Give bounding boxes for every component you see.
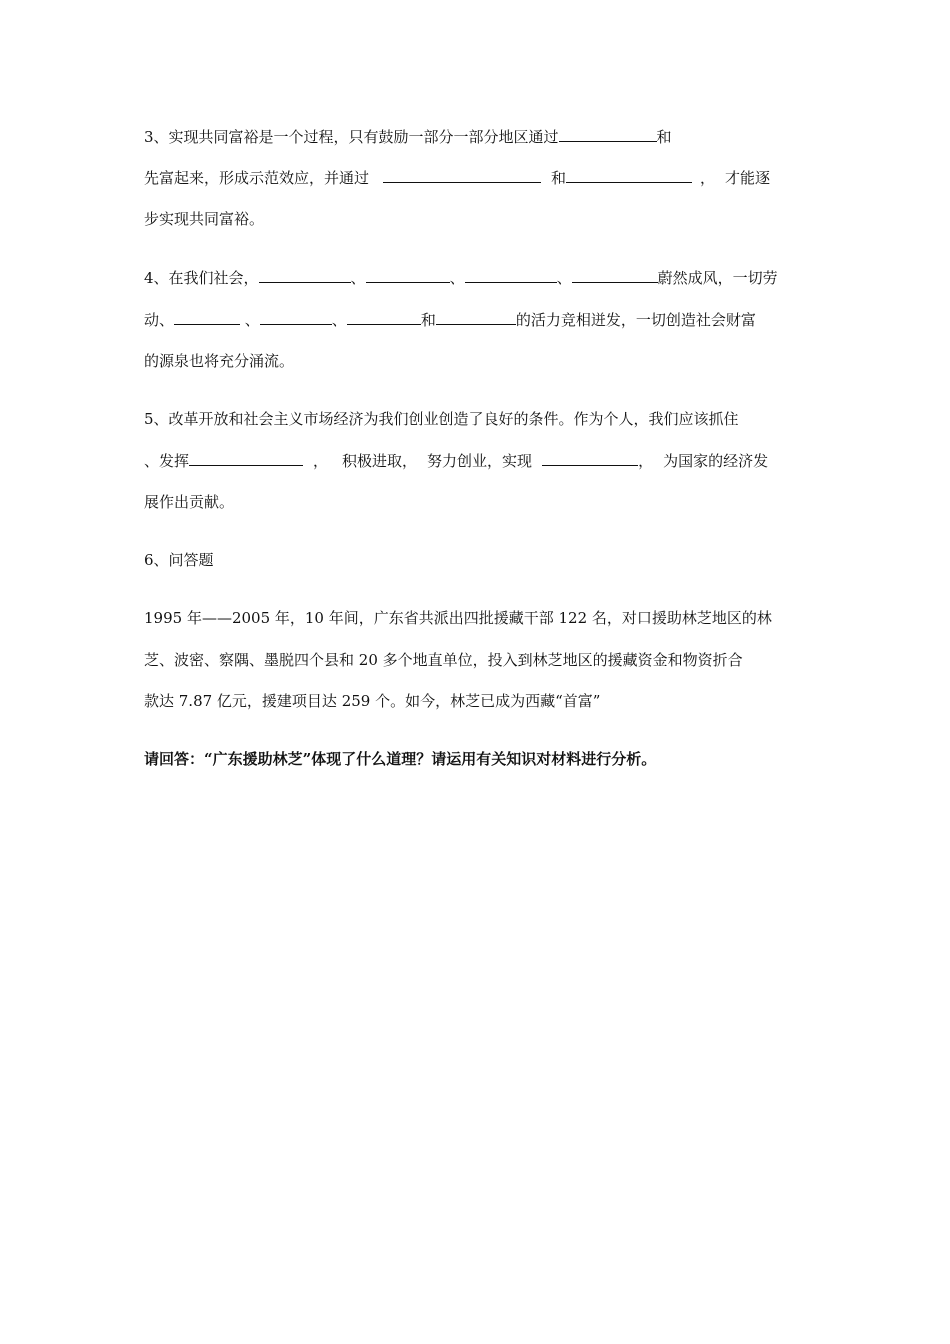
q3-text: 3、实现共同富裕是一个过程，只有鼓励一部分一部分地区通过 [144, 128, 559, 146]
q3-blank-3[interactable] [566, 168, 692, 183]
q4-text: 和 [420, 311, 436, 329]
q6-paragraph-line-2 [144, 650, 743, 670]
q4-sep: 、 [331, 311, 347, 329]
q4-blank-8[interactable] [436, 310, 516, 325]
q6-paragraph-line-3 [144, 691, 600, 711]
q6-text: 芝、波密、察隅、墨脱四个县和 20 多个地直单位，投入到林芝地区的援藏资金和物资折合 [144, 651, 743, 669]
q3-line-3 [144, 209, 264, 229]
q4-blank-2[interactable] [366, 268, 450, 283]
q3-line-2 [144, 168, 770, 188]
q5-line-3 [144, 492, 234, 512]
q5-text: 展作出贡献。 [144, 493, 235, 511]
q3-text: ， [700, 169, 716, 187]
q4-blank-4[interactable] [572, 268, 658, 283]
q6-title-text: 6、问答题 [144, 551, 214, 569]
q3-text: 才能逐 [725, 169, 771, 187]
q4-blank-5[interactable] [174, 310, 240, 325]
q3-text: 和 [656, 128, 672, 146]
q3-line-1 [144, 127, 672, 147]
q5-text: 5、改革开放和社会主义市场经济为我们创业创造了良好的条件。作为个人，我们应该抓住 [144, 410, 739, 428]
q3-text: 和 [551, 169, 567, 187]
q4-text: 的源泉也将充分涌流。 [144, 352, 295, 370]
q5-blank-2[interactable] [542, 451, 638, 466]
q4-line-1 [144, 268, 778, 288]
q6-text: 1995 年——2005 年，10 年间，广东省共派出四批援藏干部 122 名，对口援助林芝地区的林 [144, 609, 772, 627]
q4-text: 动、 [144, 311, 175, 329]
q4-line-2 [144, 310, 756, 330]
q4-blank-1[interactable] [259, 268, 351, 283]
q6-text: 款达 7.87 亿元，援建项目达 259 个。如今，林芝已成为西藏“首富” [144, 692, 601, 710]
q4-sep: 、 [556, 269, 572, 287]
q4-blank-7[interactable] [347, 310, 421, 325]
q5-line-1 [144, 409, 739, 429]
q4-line-3 [144, 351, 294, 371]
q5-text: 为国家的经济发 [663, 452, 769, 470]
q3-blank-1[interactable] [559, 127, 657, 142]
q5-text: ， [638, 452, 654, 470]
q6-title [144, 550, 214, 570]
q4-sep: 、 [350, 269, 366, 287]
q5-blank-1[interactable] [189, 451, 303, 466]
q4-blank-3[interactable] [465, 268, 557, 283]
q5-text: ， [313, 452, 329, 470]
q4-sep: 、 [240, 311, 260, 329]
q4-text: 的活力竞相迸发，一切创造社会财富 [515, 311, 756, 329]
q5-text: 努力创业，实现 [427, 452, 533, 470]
q4-blank-6[interactable] [260, 310, 332, 325]
q4-text: 4、在我们社会， [144, 269, 259, 287]
q5-text: 、发挥 [144, 452, 190, 470]
q6-question [144, 749, 656, 769]
q6-paragraph-line-1 [144, 608, 772, 628]
q5-text: 积极进取， [342, 452, 418, 470]
q3-blank-2[interactable] [383, 168, 541, 183]
q6-question-text: 请回答：“广东援助林芝”体现了什么道理？请运用有关知识对材料进行分析。 [144, 750, 657, 768]
q4-sep: 、 [449, 269, 465, 287]
q4-text: 蔚然成风，一切劳 [657, 269, 778, 287]
q5-line-2 [144, 451, 768, 471]
q3-text: 步实现共同富裕。 [144, 210, 265, 228]
q3-text: 先富起来，形成示范效应，并通过 [144, 169, 370, 187]
